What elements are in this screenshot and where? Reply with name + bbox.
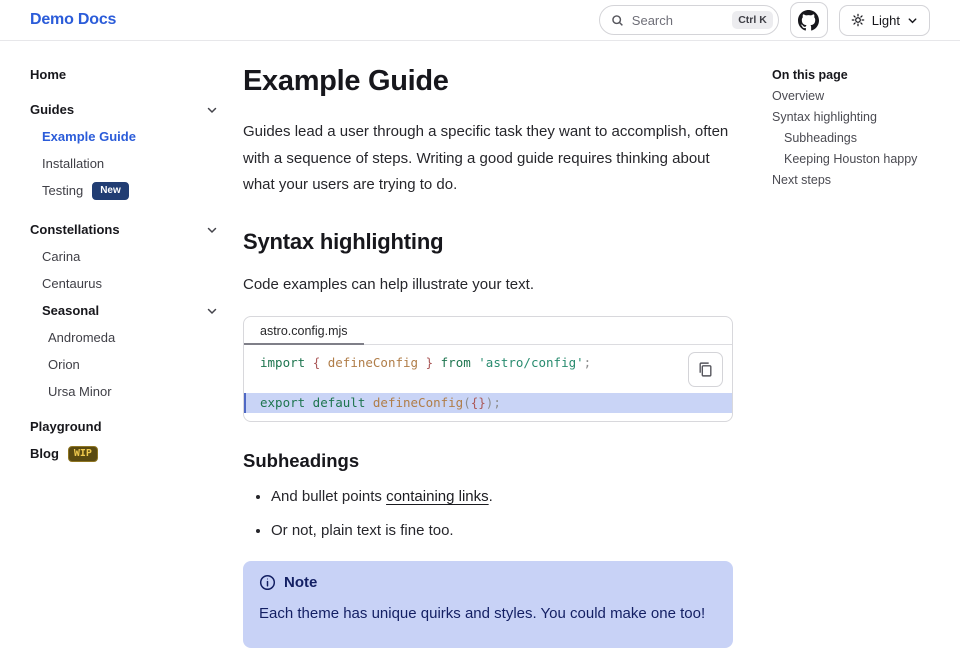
note-title-row — [259, 574, 717, 591]
sidebar-nav — [0, 41, 232, 540]
sidebar-group-seasonal[interactable]: Seasonal — [30, 297, 218, 324]
toc-item-next-steps[interactable]: Next steps — [772, 172, 832, 187]
github-icon — [798, 10, 819, 31]
sidebar-item-playground[interactable]: Playground — [30, 419, 102, 434]
sidebar-item-andromeda[interactable]: Andromeda — [48, 330, 116, 345]
bullet-list — [243, 485, 733, 543]
site-header — [0, 0, 960, 41]
toc-item-syntax-highlighting[interactable]: Syntax highlighting — [772, 109, 877, 124]
copy-icon — [697, 361, 714, 378]
table-of-contents — [772, 64, 947, 190]
chevron-down-icon — [907, 15, 918, 26]
site-logo[interactable]: Demo Docs — [30, 11, 117, 28]
sidebar-item-example-guide[interactable]: Example Guide — [42, 129, 136, 144]
wip-badge: WIP — [68, 446, 98, 462]
toc-item-subheadings[interactable]: Subheadings — [784, 130, 857, 145]
code-line-2 — [244, 373, 732, 393]
info-icon — [259, 574, 276, 591]
github-button[interactable] — [790, 2, 828, 38]
sidebar-item-installation[interactable]: Installation — [42, 156, 105, 171]
code-line-3-highlighted: export default defineConfig({}); — [244, 393, 732, 413]
code-body — [244, 345, 732, 421]
sidebar-item-carina[interactable]: Carina — [42, 249, 81, 264]
toc-item-keeping-houston-happy[interactable]: Keeping Houston happy — [784, 151, 918, 166]
intro-paragraph: Guides lead a user through a specific task they want to accomplish, often with a sequence of steps. Writing a good guide requires thinking about what your users are trying to do. — [243, 123, 729, 194]
search-placeholder: Search — [631, 12, 673, 28]
list-item: • And bullet points containing links. — [271, 485, 733, 508]
containing-links-link[interactable]: containing links — [386, 487, 489, 505]
note-title: Note — [284, 574, 318, 592]
code-line-1: import { defineConfig } from 'astro/config'; — [260, 354, 592, 370]
theme-selector[interactable] — [839, 5, 930, 36]
note-text: Each theme has unique quirks and styles. You could make one too! — [259, 605, 706, 623]
sidebar-item-ursa-minor[interactable]: Ursa Minor — [48, 384, 112, 399]
code-tab-bar — [244, 317, 732, 345]
list-item: • Or not, plain text is fine too. — [271, 519, 733, 542]
code-tab-filename[interactable]: astro.config.mjs — [244, 317, 364, 345]
sidebar-item-home[interactable]: Home — [30, 67, 67, 82]
search-input[interactable] — [599, 5, 779, 35]
new-badge: New — [92, 182, 129, 200]
main-content — [243, 41, 733, 648]
heading-syntax-highlighting: Syntax highlighting — [243, 229, 444, 255]
note-callout — [243, 561, 733, 648]
chevron-down-icon — [206, 224, 218, 236]
theme-selector-label: Light — [871, 12, 900, 28]
sidebar-item-blog[interactable]: Blog WIP — [30, 440, 218, 467]
search-icon — [611, 14, 624, 27]
code-block — [243, 316, 733, 422]
chevron-down-icon — [206, 104, 218, 116]
toc-item-overview[interactable]: Overview — [772, 88, 825, 103]
sidebar-group-constellations[interactable]: Constellations — [30, 216, 218, 243]
sidebar-item-centaurus[interactable]: Centaurus — [42, 276, 102, 291]
sidebar-item-orion[interactable]: Orion — [48, 357, 80, 372]
sidebar-group-guides[interactable]: Guides — [30, 96, 218, 123]
page-title: Example Guide — [243, 65, 449, 97]
copy-code-button[interactable] — [688, 352, 723, 387]
sun-icon — [851, 13, 865, 27]
toc-title: On this page — [772, 67, 848, 82]
chevron-down-icon — [206, 305, 218, 317]
heading-subheadings: Subheadings — [243, 449, 360, 471]
syntax-paragraph: Code examples can help illustrate your text. — [243, 276, 534, 294]
header-actions — [599, 2, 930, 38]
sidebar-item-testing[interactable]: Testing New — [30, 177, 218, 204]
search-shortcut-kbd: Ctrl K — [732, 11, 773, 29]
